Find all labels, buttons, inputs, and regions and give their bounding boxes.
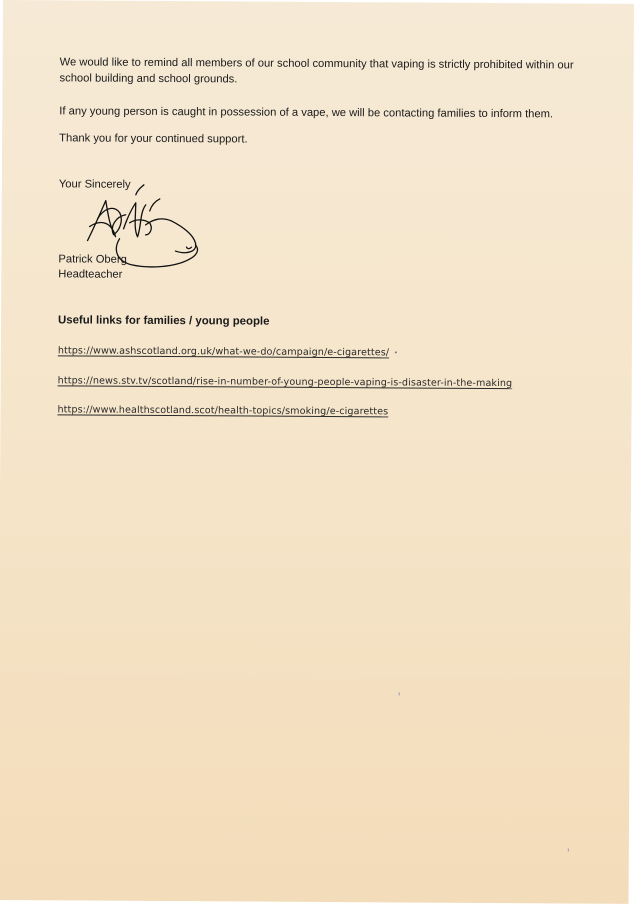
signatory-name: Patrick Oberg	[58, 253, 127, 266]
consequence-paragraph: If any young person is caught in possession of a vape, we will be contacting families to inform them.	[59, 105, 554, 121]
link-ash-scotland[interactable]	[58, 345, 397, 358]
paper-speck	[399, 692, 400, 695]
link-ash-scotland-text[interactable]: https://www.ashscotland.org.uk/what-we-do/campaign/e-cigarettes/	[57, 345, 390, 359]
reminder-paragraph: We would like to remind all members of our school community that vaping is strictly prohibited within our school building and school grounds.	[59, 56, 574, 85]
closing-salutation: Your Sincerely	[58, 178, 131, 191]
stray-dot-mark	[395, 351, 397, 353]
signatory-title: Headteacher	[58, 268, 123, 281]
thanks-paragraph: Thank you for your continued support.	[59, 132, 248, 146]
paper-speck	[568, 848, 569, 851]
link-stv-news[interactable]: https://news.stv.tv/scotland/rise-in-number-of-young-people-vaping-is-disaster-in-the-making	[57, 375, 513, 390]
useful-links-heading: Useful links for families / young people	[58, 314, 270, 328]
link-health-scotland[interactable]: https://www.healthscotland.scot/health-topics/smoking/e-cigarettes	[57, 404, 389, 418]
